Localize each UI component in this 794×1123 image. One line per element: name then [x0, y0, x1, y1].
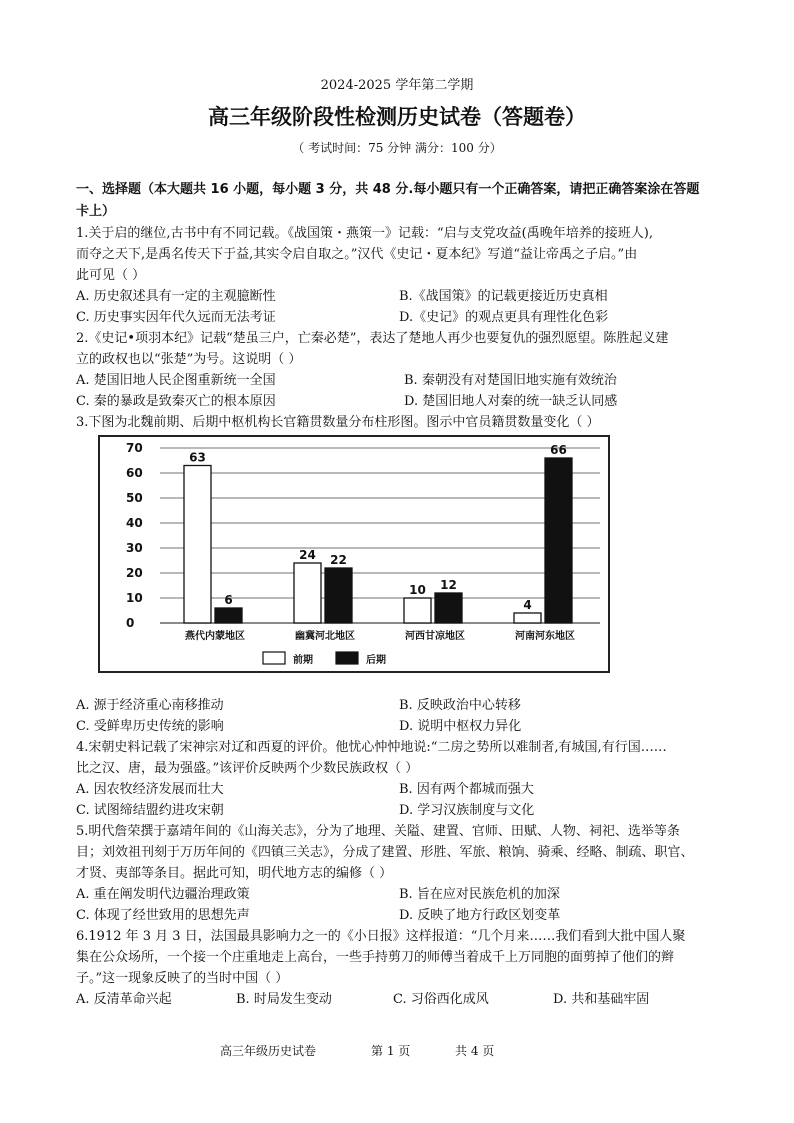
bar-chart — [98, 435, 610, 673]
legend-swatch-early — [263, 652, 285, 664]
option-b[interactable]: B. 时局发生变动 — [236, 992, 332, 1007]
question-text: 子。”这一现象反映了的当时中国（ ） — [76, 971, 289, 986]
question-text: 比之汉、唐，最为强盛。”该评价反映两个少数民族政权（ ） — [76, 761, 419, 776]
bar-early — [514, 613, 541, 623]
question-text: 目；刘效祖刊刻于万历年间的《四镇三关志》，分成了建置、形胜、军旅、粮饷、骑乘、经略、制疏、职官、 — [76, 845, 694, 860]
option-b[interactable]: B. 旨在应对民族危机的加深 — [399, 887, 560, 902]
footer-page-number: 第 1 页 — [371, 1044, 411, 1058]
option-a[interactable]: A. 因农牧经济发展而壮大 — [76, 782, 224, 797]
question-text: 4.宋朝史料记载了宋神宗对辽和西夏的评价。他忧心忡忡地说:“二房之势所以难制者,有城国,有行国…… — [76, 740, 667, 755]
option-d[interactable]: D.《史记》的观点更具有理性化色彩 — [399, 310, 609, 325]
page-title: 高三年级阶段性检测历史试卷（答题卷） — [208, 105, 586, 129]
x-category-label: 河南河东地区 — [515, 631, 575, 642]
option-a[interactable]: A. 重在阐发明代边疆治理政策 — [76, 887, 250, 902]
data-label: 10 — [409, 583, 426, 597]
data-label: 24 — [299, 548, 316, 562]
x-category-label: 幽冀河北地区 — [295, 631, 355, 642]
question-text: 此可见（ ） — [76, 268, 146, 283]
option-a[interactable]: A. 历史叙述具有一定的主观臆断性 — [76, 289, 276, 304]
option-d[interactable]: D. 学习汉族制度与文化 — [399, 803, 535, 818]
x-category-label: 河西甘凉地区 — [405, 631, 465, 642]
y-tick-label: 30 — [126, 541, 143, 555]
legend-label: 前期 — [293, 655, 313, 666]
option-c[interactable]: C. 秦的暴政是致秦灭亡的根本原因 — [76, 394, 276, 409]
option-b[interactable]: B.《战国策》的记载更接近历史真相 — [399, 289, 608, 304]
question-text: 2.《史记•项羽本纪》记载“楚虽三户，亡秦必楚”，表达了楚地人再少也要复仇的强烈愿望。陈胜起义建 — [76, 331, 669, 346]
option-a[interactable]: A. 源于经济重心南移推动 — [76, 698, 224, 713]
y-tick-label: 50 — [126, 491, 143, 505]
question-text: 立的政权也以“张楚”为号。这说明（ ） — [76, 352, 302, 367]
y-tick-label: 60 — [126, 466, 143, 480]
bar-early — [184, 466, 211, 624]
y-tick-label: 0 — [126, 616, 135, 630]
bar-chart-svg — [98, 435, 610, 673]
option-d[interactable]: D. 反映了地方行政区划变革 — [399, 908, 561, 923]
bar-late — [325, 568, 352, 623]
data-label: 12 — [440, 578, 457, 592]
question-text: 3.下图为北魏前期、后期中枢机构长官籍贯数量分布柱形图。图示中官员籍贯数量变化（ ） — [76, 415, 600, 430]
x-category-label: 燕代内蒙地区 — [185, 631, 245, 642]
bar-early — [404, 598, 431, 623]
data-label: 4 — [523, 598, 532, 612]
option-c[interactable]: C. 历史事实因年代久远而无法考证 — [76, 310, 276, 325]
question-text: 才贤、夷部等条目。据此可知，明代地方志的编修（ ） — [76, 866, 393, 881]
y-tick-label: 10 — [126, 591, 143, 605]
question-text: 6.1912 年 3 月 3 日，法国最具影响力之一的《小日报》这样报道：“几个月来……我们看到大批中国人聚 — [76, 929, 686, 944]
question-text: 集在公众场所，一个接一个庄重地走上高台，一些手持剪刀的师傅当着成千上万同胞的面剪掉了他们的辫 — [76, 950, 675, 965]
data-label: 66 — [550, 443, 567, 457]
exam-info: （ 考试时间：75 分钟 满分：100 分） — [292, 141, 502, 155]
option-d[interactable]: D. 说明中枢权力异化 — [399, 719, 522, 734]
bar-late — [545, 458, 572, 623]
option-d[interactable]: D. 楚国旧地人对秦的统一缺乏认同感 — [404, 394, 618, 409]
legend-label: 后期 — [366, 655, 386, 666]
option-a[interactable]: A. 楚国旧地人民企图重新统一全国 — [76, 373, 276, 388]
question-text: 1.关于启的继位,古书中有不同记载。《战国策・燕策一》记载：“启与支党攻益(禹晚年培养的接班人), — [76, 226, 653, 241]
y-tick-label: 40 — [126, 516, 143, 530]
term-line: 2024-2025 学年第二学期 — [320, 78, 474, 93]
option-b[interactable]: B. 因有两个都城而强大 — [399, 782, 534, 797]
option-c[interactable]: C. 习俗西化成风 — [393, 992, 489, 1007]
bar-late — [435, 593, 462, 623]
section-heading-cont: 卡上） — [76, 204, 116, 219]
option-c[interactable]: C. 体现了经世致用的思想先声 — [76, 908, 250, 923]
option-d[interactable]: D. 共和基础牢固 — [553, 992, 650, 1007]
option-a[interactable]: A. 反清革命兴起 — [76, 992, 172, 1007]
option-c[interactable]: C. 受鲜卑历史传统的影响 — [76, 719, 224, 734]
data-label: 63 — [189, 450, 206, 465]
y-tick-label: 20 — [126, 566, 143, 580]
y-tick-label: 70 — [126, 441, 143, 455]
option-c[interactable]: C. 试图缔结盟约进攻宋朝 — [76, 803, 224, 818]
bar-early — [294, 563, 321, 623]
footer-total-pages: 共 4 页 — [455, 1044, 495, 1058]
legend-swatch-late — [336, 652, 358, 664]
data-label: 22 — [330, 553, 347, 567]
footer-course: 高三年级历史试卷 — [220, 1044, 317, 1058]
section-heading: 一、选择题（本大题共 16 小题，每小题 3 分，共 48 分.每小题只有一个正确答案，请把正确答案涂在答题 — [76, 182, 700, 197]
option-b[interactable]: B. 秦朝没有对楚国旧地实施有效统治 — [404, 373, 617, 388]
question-text: 而夺之天下,是禹名传天下于益,其实令启自取之。”汉代《史记・夏本纪》写道“益让帝禹之子启。”由 — [76, 247, 638, 262]
option-b[interactable]: B. 反映政治中心转移 — [399, 698, 521, 713]
question-text: 5.明代詹荣撰于嘉靖年间的《山海关志》，分为了地理、关隘、建置、官师、田赋、人物、祠祀、选举等条 — [76, 824, 680, 839]
data-label: 6 — [224, 593, 233, 607]
bar-late — [215, 608, 242, 623]
